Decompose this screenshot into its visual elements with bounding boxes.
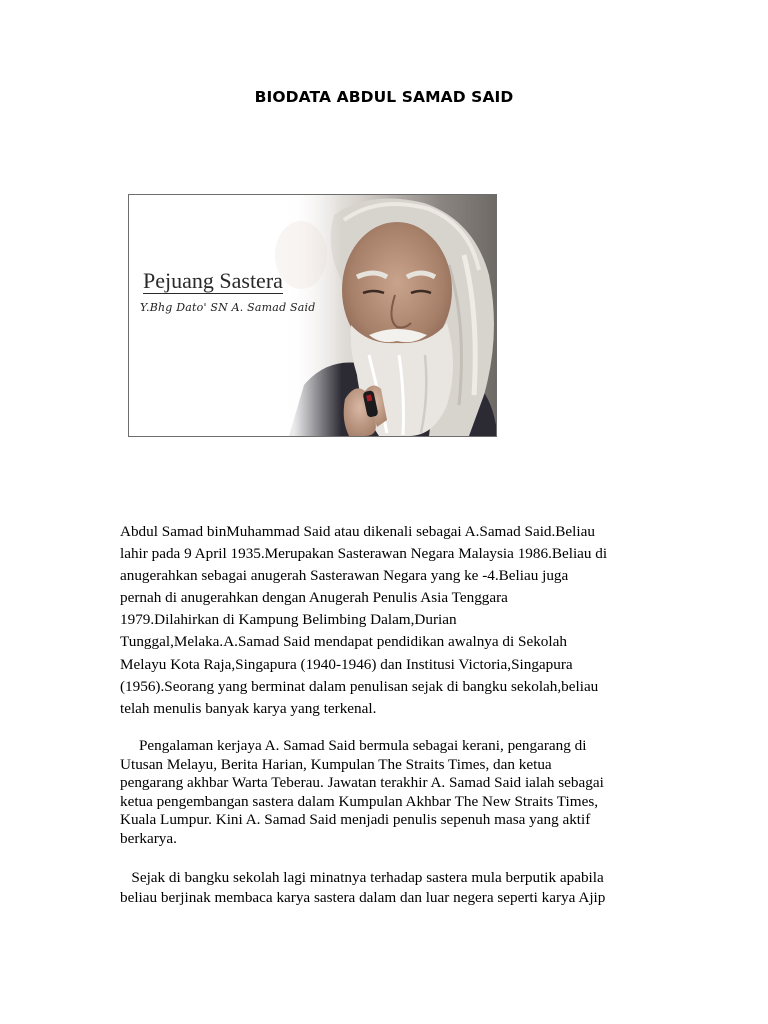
text-line: Pengalaman kerjaya A. Samad Said bermula sebagai kerani, pengarang di	[120, 737, 587, 754]
text-line: Abdul Samad binMuhammad Said atau dikenali sebagai A.Samad Said.Beliau	[120, 523, 595, 540]
photo-caption-subtitle: Y.Bhg Dato' SN A. Samad Said	[140, 301, 316, 314]
text-line: berkarya.	[120, 829, 177, 847]
page-title: BIODATA ABDUL SAMAD SAID	[254, 88, 514, 106]
text-line: pernah di anugerahkan dengan Anugerah Penulis Asia Tenggara	[120, 589, 508, 607]
text-line: Melayu Kota Raja,Singapura (1940-1946) dan Institusi Victoria,Singapura	[120, 655, 573, 673]
paragraph-career	[120, 737, 650, 849]
text-line: Sejak di bangku sekolah lagi minatnya terhadap sastera mula berputik apabila	[120, 869, 604, 886]
paragraph-literary-interest	[120, 868, 650, 907]
text-line: anugerahkan sebagai anugerah Sasterawan Negara yang ke -4.Beliau juga	[120, 567, 569, 585]
paragraph-biography	[120, 521, 650, 720]
text-line: Kuala Lumpur. Kini A. Samad Said menjadi penulis sepenuh masa yang aktif	[120, 811, 591, 829]
text-line: beliau berjinak membaca karya sastera dalam dan luar negera seperti karya Ajip	[120, 888, 606, 906]
photo-caption-title: Pejuang Sastera	[143, 268, 283, 293]
text-line: Utusan Melayu, Berita Harian, Kumpulan The Straits Times, dan ketua	[120, 755, 552, 773]
text-line: ketua pengembangan sastera dalam Kumpulan Akhbar The New Straits Times,	[120, 792, 599, 810]
text-line: (1956).Seorang yang berminat dalam penulisan sejak di bangku sekolah,beliau	[120, 677, 599, 695]
text-line: 1979.Dilahirkan di Kampung Belimbing Dalam,Durian	[120, 611, 457, 629]
portrait-illustration	[129, 195, 496, 436]
text-line: pengarang akhbar Warta Teberau. Jawatan terakhir A. Samad Said ialah sebagai	[120, 774, 604, 792]
text-line: lahir pada 9 April 1935.Merupakan Sasterawan Negara Malaysia 1986.Beliau di	[120, 545, 608, 563]
portrait-photo	[128, 194, 497, 437]
text-line: Tunggal,Melaka.A.Samad Said mendapat pendidikan awalnya di Sekolah	[120, 633, 567, 651]
text-line: telah menulis banyak karya yang terkenal.	[120, 699, 377, 717]
